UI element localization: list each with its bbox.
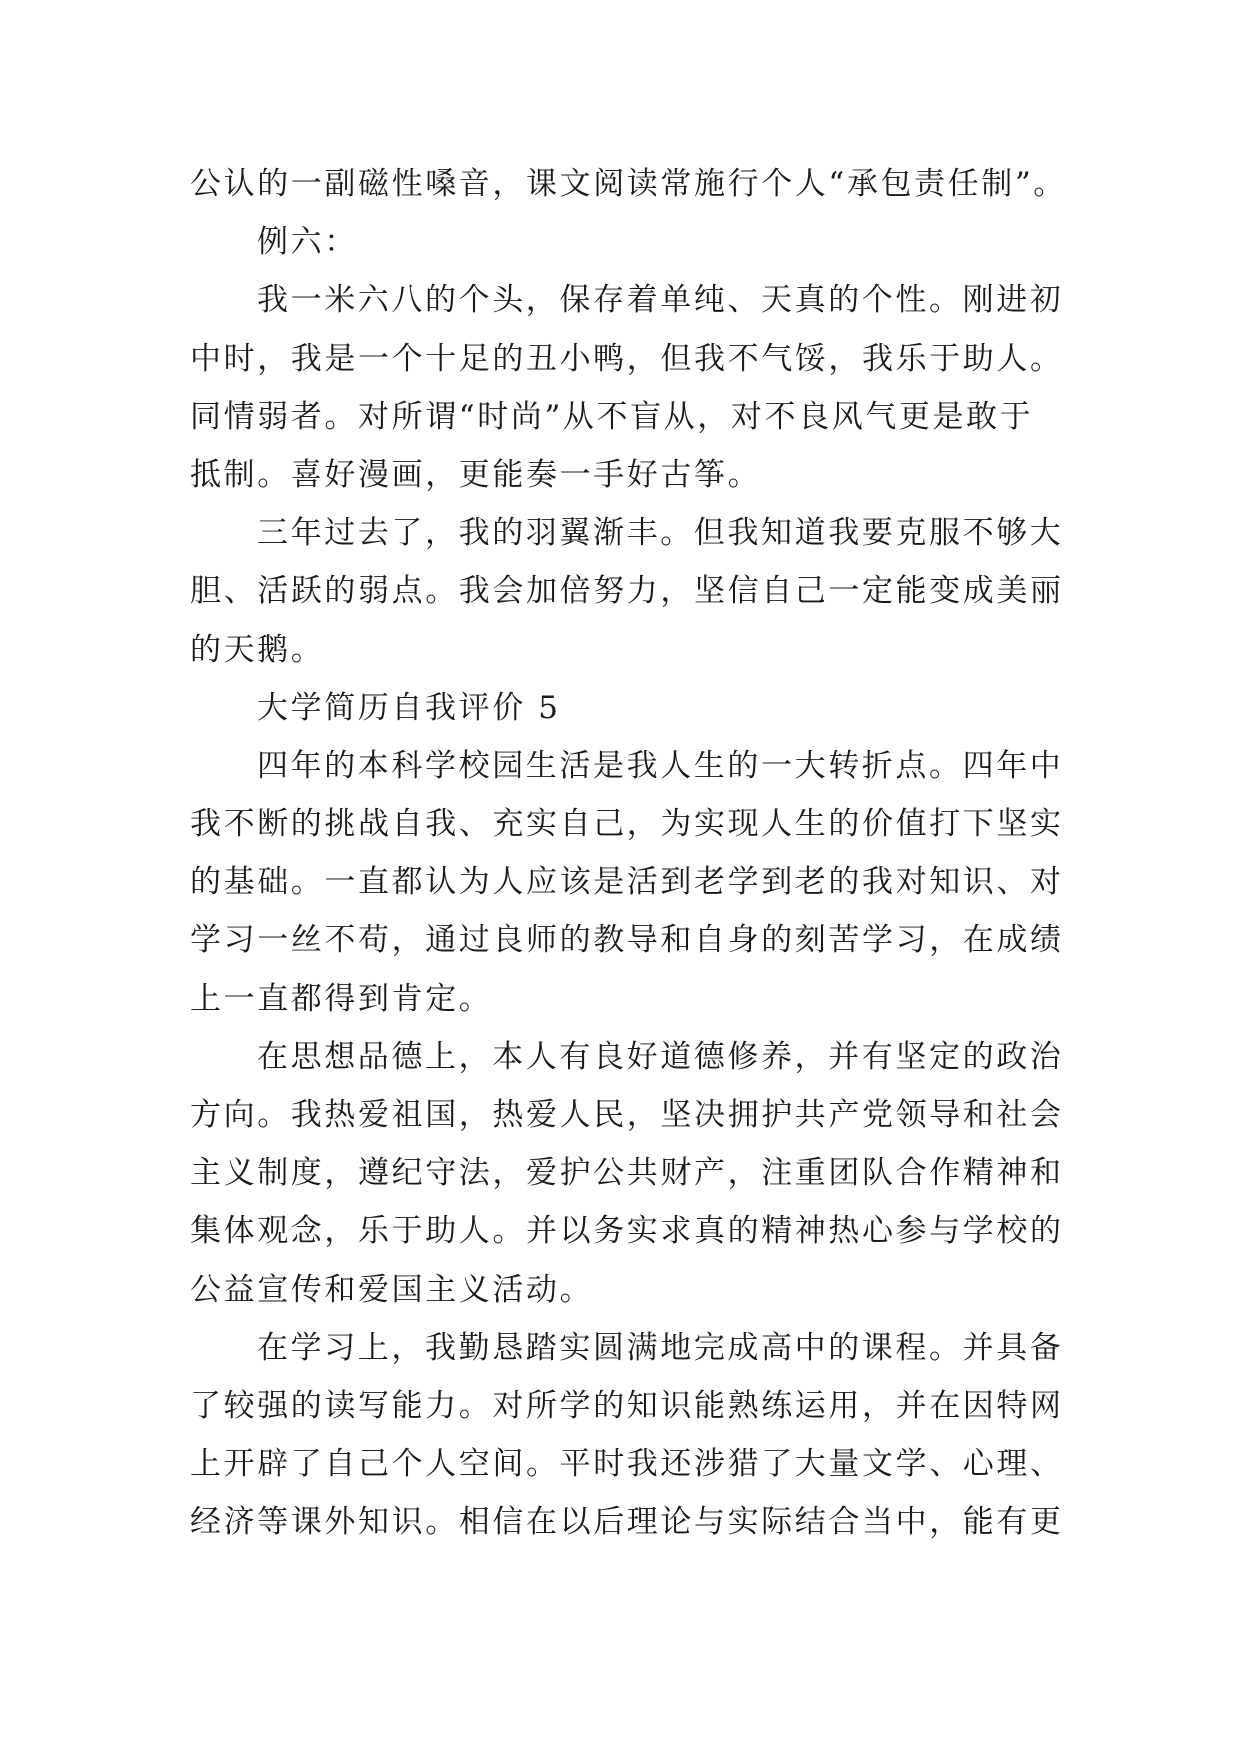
text-line: 同情弱者。对所谓“时尚”从不盲从，对不良风气更是敢于 xyxy=(190,398,1034,435)
text-line: 三年过去了，我的羽翼渐丰。但我知道我要克服不够大 xyxy=(257,515,1064,552)
text-line: 在思想品德上，本人有良好道德修养，并有坚定的政治 xyxy=(257,1038,1064,1075)
text-line: 了较强的读写能力。对所学的知识能熟练运用，并在因特网 xyxy=(190,1387,1064,1424)
text-line: 中时，我是一个十足的丑小鸭，但我不气馁，我乐于助人。 xyxy=(190,340,1064,377)
text-line: 我一米六八的个头，保存着单纯、天真的个性。刚进初 xyxy=(257,282,1064,319)
text-line: 我不断的挑战自我、充实自己，为实现人生的价值打下坚实 xyxy=(190,806,1064,843)
text-line: 经济等课外知识。相信在以后理论与实际结合当中，能有更 xyxy=(190,1504,1064,1541)
text-line: 抵制。喜好漫画，更能奏一手好古筝。 xyxy=(190,456,762,493)
text-line: 的基础。一直都认为人应该是活到老学到老的我对知识、对 xyxy=(190,864,1064,901)
text-line: 公益宣传和爱国主义活动。 xyxy=(190,1271,594,1308)
text-line: 主义制度，遵纪守法，爱护公共财产，注重团队合作精神和 xyxy=(190,1155,1064,1192)
text-line: 的天鹅。 xyxy=(190,631,325,668)
text-line: 胆、活跃的弱点。我会加倍努力，坚信自己一定能变成美丽 xyxy=(190,573,1064,610)
text-line: 集体观念，乐于助人。并以务实求真的精神热心参与学校的 xyxy=(190,1213,1064,1250)
text-line: 四年的本科学校园生活是我人生的一大转折点。四年中 xyxy=(257,747,1064,784)
text-line: 大学简历自我评价 5 xyxy=(257,689,561,726)
text-line: 上开辟了自己个人空间。平时我还涉猎了大量文学、心理、 xyxy=(190,1446,1064,1483)
text-line: 上一直都得到肯定。 xyxy=(190,980,493,1017)
text-line: 学习一丝不苟，通过良师的教导和自身的刻苦学习，在成绩 xyxy=(190,922,1064,959)
text-line: 公认的一副磁性嗓音，课文阅读常施行个人“承包责任制”。 xyxy=(190,166,1067,202)
text-line: 方向。我热爱祖国，热爱人民，坚决拥护共产党领导和社会 xyxy=(190,1097,1064,1133)
text-line: 在学习上，我勤恳踏实圆满地完成高中的课程。并具备 xyxy=(257,1329,1064,1366)
document-body xyxy=(190,155,1070,1552)
text-line: 例六： xyxy=(257,224,358,261)
